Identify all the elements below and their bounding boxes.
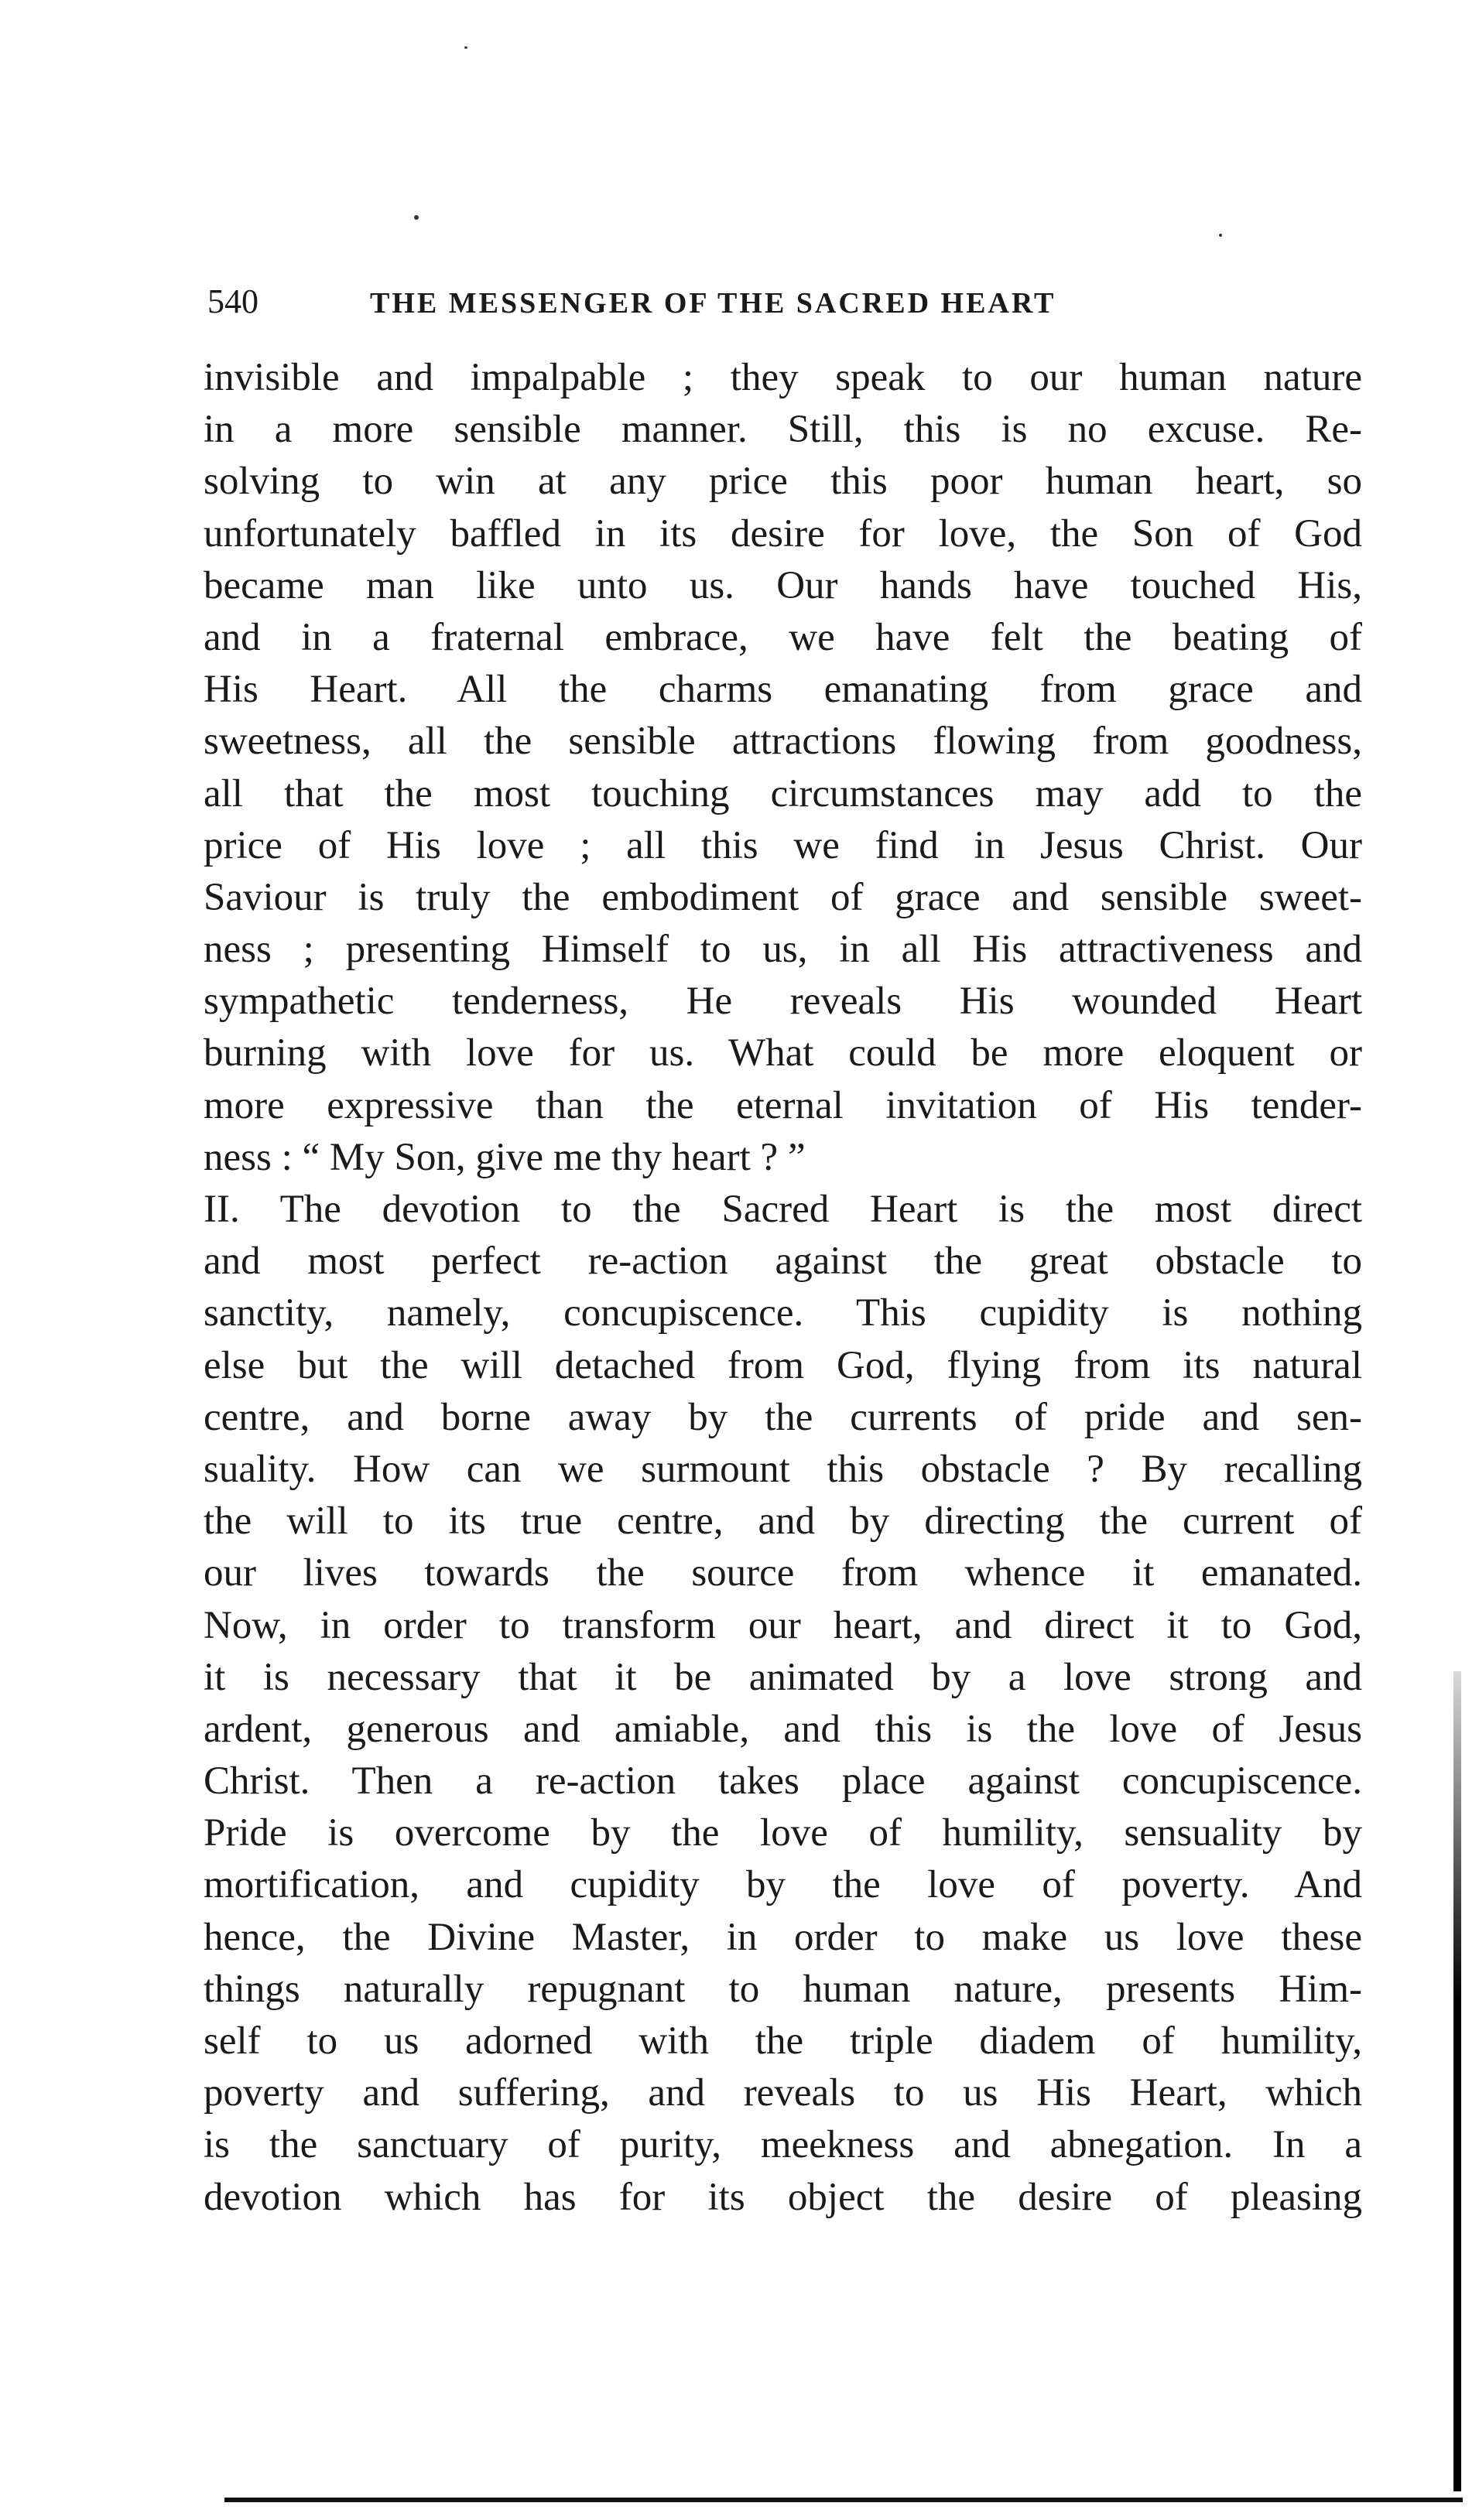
body-text	[204, 352, 1362, 2224]
page-bottom-edge	[224, 2498, 1463, 2502]
text-line: unfortunately baffled in its desire for love, the Son of God	[204, 511, 1362, 556]
text-line: it is necessary that it be animated by a love strong and	[204, 1655, 1362, 1699]
text-line: and most perfect re-action against the great obstacle to	[204, 1239, 1362, 1284]
text-line: sweetness, all the sensible attractions flowing from goodness,	[204, 720, 1362, 764]
text-line: ardent, generous and amiable, and this is the love of Jesus	[204, 1707, 1362, 1751]
text-line: poverty and suffering, and reveals to us His Heart, which	[204, 2071, 1362, 2115]
text-line: burning with love for us. What could be more eloquent or	[204, 1031, 1362, 1075]
text-line: and in a fraternal embrace, we have felt the beating of	[204, 615, 1362, 659]
text-line: in a more sensible manner. Still, this is no excuse. Re-	[204, 408, 1362, 452]
running-head: THE MESSENGER OF THE SACRED HEART	[370, 287, 1056, 320]
text-line: II. The devotion to the Sacred Heart is the most direct	[204, 1188, 1362, 1231]
text-line: devotion which has for its object the desire of pleasing	[204, 2175, 1362, 2219]
page-number: 540	[207, 282, 258, 320]
text-line: Now, in order to transform our heart, and direct it to God,	[204, 1603, 1362, 1647]
page-edge-shadow	[1453, 1671, 1461, 2491]
text-line: sympathetic tenderness, He reveals His wounded Heart	[204, 980, 1362, 1024]
text-line: ness : “ My Son, give me thy heart ? ”	[204, 1135, 806, 1179]
text-line: self to us adorned with the triple diadem of humility,	[204, 2019, 1362, 2063]
text-line: hence, the Divine Master, in order to make us love these	[204, 1915, 1362, 1959]
text-line: things naturally repugnant to human nature, presents Him-	[204, 1967, 1362, 2011]
text-line: our lives towards the source from whence it emanated.	[204, 1551, 1362, 1595]
ink-speck-top	[464, 46, 467, 49]
text-line: Saviour is truly the embodiment of grace and sensible sweet-	[204, 875, 1362, 919]
ink-speck-right	[1219, 234, 1222, 237]
text-line: invisible and impalpable ; they speak to our human nature	[204, 356, 1362, 399]
text-line: His Heart. All the charms emanating from grace and	[204, 668, 1362, 712]
text-line: solving to win at any price this poor human heart, so	[204, 460, 1362, 504]
page-header	[207, 271, 1368, 333]
text-line: all that the most touching circumstances may add to the	[204, 771, 1362, 815]
text-line: price of His love ; all this we find in Jesus Christ. Our	[204, 823, 1362, 867]
text-line: Christ. Then a re-action takes place against concupiscence.	[204, 1759, 1362, 1804]
text-line: ness ; presenting Himself to us, in all His attractiveness and	[204, 928, 1362, 972]
text-line: the will to its true centre, and by directing the current of	[204, 1499, 1362, 1544]
text-line: centre, and borne away by the currents of pride and sen-	[204, 1395, 1362, 1439]
text-line: Pride is overcome by the love of humility, sensuality by	[204, 1811, 1362, 1855]
text-line: became man like unto us. Our hands have touched His,	[204, 563, 1362, 607]
text-line: mortification, and cupidity by the love of poverty. And	[204, 1863, 1362, 1907]
text-line: suality. How can we surmount this obstacle ? By recalling	[204, 1447, 1362, 1491]
ink-speck-left	[414, 215, 419, 220]
text-line: else but the will detached from God, flying from its natural	[204, 1343, 1362, 1387]
text-line: more expressive than the eternal invitation of His tender-	[204, 1083, 1362, 1127]
text-line: sanctity, namely, concupiscence. This cupidity is nothing	[204, 1291, 1362, 1335]
text-line: is the sanctuary of purity, meekness and abnegation. In a	[204, 2123, 1362, 2167]
